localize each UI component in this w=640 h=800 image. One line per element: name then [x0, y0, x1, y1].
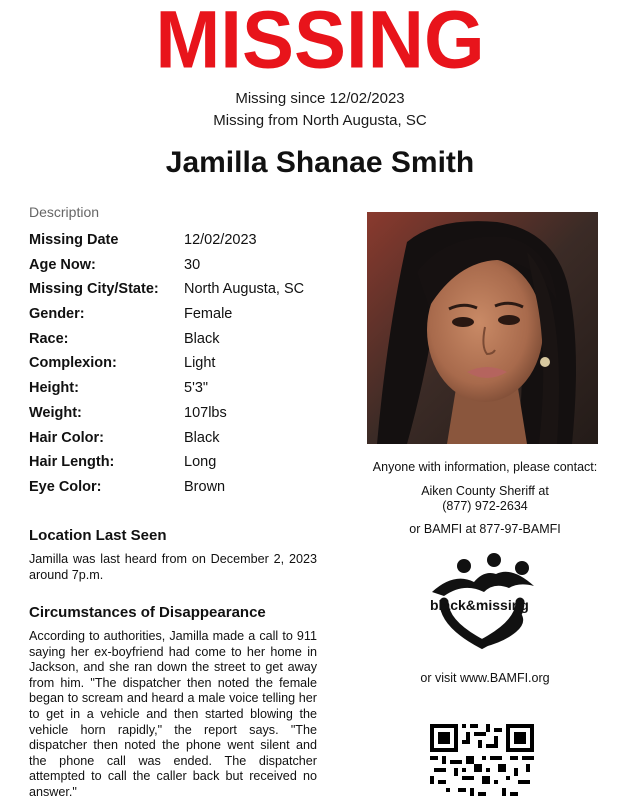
- sheriff-contact: Aiken County Sheriff at: [421, 484, 549, 498]
- detail-value: Female: [184, 306, 233, 323]
- portrait-photo: [367, 212, 598, 444]
- detail-row: [29, 257, 339, 282]
- detail-label: Missing City/State:: [29, 281, 159, 298]
- detail-row: [29, 380, 339, 405]
- detail-value: Black: [184, 429, 220, 446]
- bamfi-phone: or BAMFI at 877-97-BAMFI: [409, 522, 561, 536]
- missing-headline: MISSING: [155, 0, 485, 86]
- circumstances-title: Circumstances of Disappearance: [29, 604, 266, 621]
- detail-value: 107lbs: [184, 404, 227, 421]
- detail-row: [29, 454, 339, 479]
- detail-value: Long: [184, 454, 217, 471]
- portrait-photo-graphic: [367, 212, 598, 444]
- detail-row: [29, 430, 339, 455]
- detail-row: [29, 232, 339, 257]
- logo-text: black&missing: [430, 597, 529, 613]
- detail-value: 30: [184, 256, 201, 273]
- detail-label: Hair Color:: [29, 429, 104, 446]
- detail-row: [29, 281, 339, 306]
- detail-label: Missing Date: [29, 232, 119, 248]
- location-title: Location Last Seen: [29, 527, 167, 544]
- circumstances-text: According to authorities, Jamilla made a call to 911 saying her ex-boyfriend had come to her home in Jackson, and she ran down the street to get away from him. "The dispatcher then noted the female began to scream and heard a male voice telling her to get in a vehicle and then started blowing the vehicle horn rapidly," the report says. "The dispatcher then noted the phone went silent and the phone call was ended. The dispatcher attempted to call the caller back but received no answer.": [29, 629, 317, 799]
- detail-label: Hair Length:: [29, 454, 115, 471]
- detail-value: Light: [184, 355, 216, 372]
- detail-row: [29, 355, 339, 380]
- visit-website: or visit www.BAMFI.org: [420, 671, 550, 685]
- detail-label: Height:: [29, 380, 79, 397]
- detail-label: Weight:: [29, 404, 82, 421]
- qr-code-graphic: [430, 724, 534, 800]
- detail-row: [29, 405, 339, 430]
- detail-label: Gender:: [29, 306, 85, 323]
- detail-value: Brown: [184, 478, 226, 495]
- detail-value: North Augusta, SC: [184, 281, 305, 298]
- detail-label: Race:: [29, 330, 69, 347]
- detail-row: [29, 306, 339, 331]
- detail-row: [29, 479, 339, 504]
- contact-title: Anyone with information, please contact:: [372, 460, 598, 474]
- detail-value: 5'3": [184, 380, 209, 397]
- logo-graphic: [424, 552, 544, 652]
- location-text: Jamilla was last heard from on December 2, 2023 around 7p.m.: [29, 552, 317, 582]
- person-name: Jamilla Shanae Smith: [165, 146, 475, 179]
- detail-row: [29, 331, 339, 356]
- missing-since: Missing since 12/02/2023: [235, 90, 405, 107]
- detail-value: Black: [184, 330, 220, 347]
- qr-code: [430, 724, 534, 800]
- missing-from: Missing from North Augusta, SC: [213, 112, 427, 129]
- details-list: [29, 232, 339, 504]
- sheriff-phone: (877) 972-2634: [442, 499, 528, 513]
- description-label: Description: [29, 204, 100, 220]
- detail-label: Eye Color:: [29, 478, 102, 495]
- detail-label: Age Now:: [29, 256, 96, 273]
- detail-label: Complexion:: [29, 355, 117, 372]
- black-and-missing-logo: [424, 552, 544, 652]
- detail-value: 12/02/2023: [184, 232, 257, 248]
